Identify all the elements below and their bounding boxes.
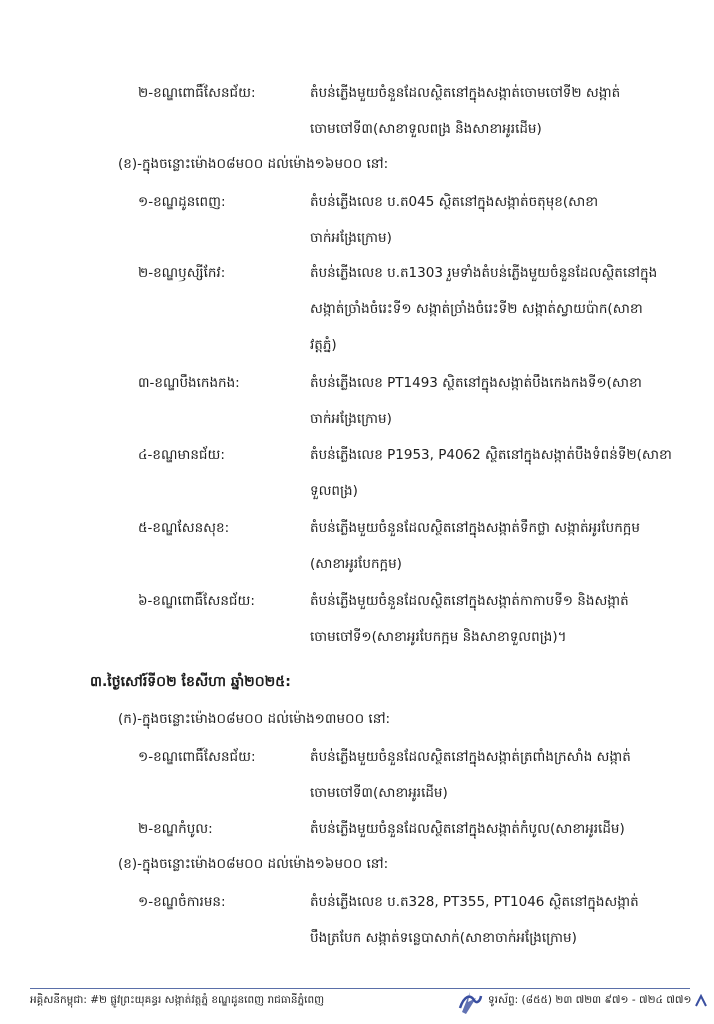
description-line: តំបន់ភ្លើងលេខ ប.ត045 ស្ថិតនៅក្នុងសង្កាត់ចតុមុខ(សាខា [310,194,599,210]
district-label: ១-ខណ្ឌដូនពេញ: [138,194,226,210]
description-line: វត្តភ្នំ) [310,337,337,353]
description-line: ចាក់អង្រែក្រោម) [310,230,392,246]
description-line: សង្កាត់ច្រាំងចំរេះទី១ សង្កាត់ច្រាំងចំរេះទី២ សង្កាត់ស្វាយប៉ាក(សាខា [310,301,643,317]
edc-logo-icon [456,988,484,1016]
district-label: ២-ខណ្ឌពោធិ៍សែនជ័យ: [138,85,256,101]
description-line: (សាខាអូរបែកក្អម) [310,556,402,572]
entry-description [310,748,662,820]
description-line: តំបន់ភ្លើងមួយចំនួនដែលស្ថិតនៅក្នុងសង្កាត់ចោមចៅទី២ សង្កាត់ [310,85,621,101]
description-line: តំបន់ភ្លើងមួយចំនួនដែលស្ថិតនៅក្នុងសង្កាត់ទឹកថ្លា សង្កាត់អូរបែកក្អម [310,520,640,536]
district-label: ៤-ខណ្ឌមានជ័យ: [138,447,225,463]
entry-description [310,893,662,965]
entry-description [310,446,672,518]
footer-phone: ទូរស័ព្ទ: (៨៥៥) ២៣ ៧២៣ ៩៧១ - ៧២៤ ៧៧១ [488,994,692,1006]
entry-description [310,193,662,265]
description-line: តំបន់ភ្លើងលេខ ប.ត1303 រួមទាំងតំបន់ភ្លើងមួយចំនួនដែលស្ថិតនៅក្នុង [310,265,658,281]
footer-address: អគ្គិសនីកម្ពុជា: #២ ផ្លូវព្រះយុគន្ធរ សង្កាត់វត្តភ្នំ ខណ្ឌដូនពេញ រាជធានីភ្នំពេញ [30,994,325,1006]
district-label: ១-ខណ្ឌពោធិ៍សែនជ័យ: [138,749,256,765]
date-section-heading: ៣.ថ្ងៃសៅរ៍ទី០២ ខែសីហា ឆ្នាំ២០២៥: [90,674,291,690]
district-label: ៥-ខណ្ឌសែនសុខ: [138,520,230,536]
description-line: តំបន់ភ្លើងមួយចំនួនដែលស្ថិតនៅក្នុងសង្កាត់កំបូល(សាខាអូរដើម) [310,821,625,837]
description-line: ចោមចៅទី១(សាខាអូរបែកក្អម និងសាខាទួលពង្រ)។ [310,629,567,645]
district-label: ៦-ខណ្ឌពោធិ៍សែនជ័យ: [138,593,255,609]
time-range-subheading: (ខ)-ក្នុងចន្លោះម៉ោង០៨ម០០ ដល់ម៉ោង១៦ម០០ នៅ: [118,156,389,172]
entry-description [310,519,662,591]
description-line: ចាក់អង្រែក្រោម) [310,411,392,427]
description-line: តំបន់ភ្លើងលេខ PT1493 ស្ថិតនៅក្នុងសង្កាត់បឹងកេងកងទី១(សាខា [310,375,642,391]
entry-description [310,820,662,856]
description-line: បឹងត្របែក សង្កាត់ទន្លេបាសាក់(សាខាចាក់អង្រែក្រោម) [310,930,577,946]
entry-description [310,592,662,664]
description-line: តំបន់ភ្លើងលេខ ប.ត328, PT355, PT1046 ស្ថិតនៅក្នុងសង្កាត់ [310,894,639,910]
district-label: ១-ខណ្ឌចំការមន: [138,894,226,910]
page-corner-mark-icon [694,994,708,1008]
description-line: ទួលពង្រ) [310,483,358,499]
district-label: ២-ខណ្ឌឫស្សីកែវ: [138,265,226,281]
footer-divider [30,988,690,989]
entry-description [310,374,662,446]
entry-description [310,84,662,156]
district-label: ៣-ខណ្ឌបឹងកេងកង: [138,375,240,391]
description-line: តំបន់ភ្លើងមួយចំនួនដែលស្ថិតនៅក្នុងសង្កាត់ត្រពាំងក្រសាំង សង្កាត់ [310,749,631,765]
description-line: ចោមចៅទី៣(សាខាអូរដើម) [310,785,448,801]
entry-description [310,264,662,372]
time-range-subheading: (ក)-ក្នុងចន្លោះម៉ោង០៨ម០០ ដល់ម៉ោង១៣ម០០ នៅ: [118,711,391,727]
description-line: តំបន់ភ្លើងមួយចំនួនដែលស្ថិតនៅក្នុងសង្កាត់កាកាបទី១ និងសង្កាត់ [310,593,629,609]
description-line: ចោមចៅទី៣(សាខាទួលពង្រ និងសាខាអូរដើម) [310,121,542,137]
time-range-subheading: (ខ)-ក្នុងចន្លោះម៉ោង០៨ម០០ ដល់ម៉ោង១៦ម០០ នៅ: [118,856,389,872]
district-label: ២-ខណ្ឌកំបូល: [138,821,213,837]
description-line: តំបន់ភ្លើងលេខ P1953, P4062 ស្ថិតនៅក្នុងសង្កាត់បឹងទំពន់ទី២(សាខា [310,447,672,463]
